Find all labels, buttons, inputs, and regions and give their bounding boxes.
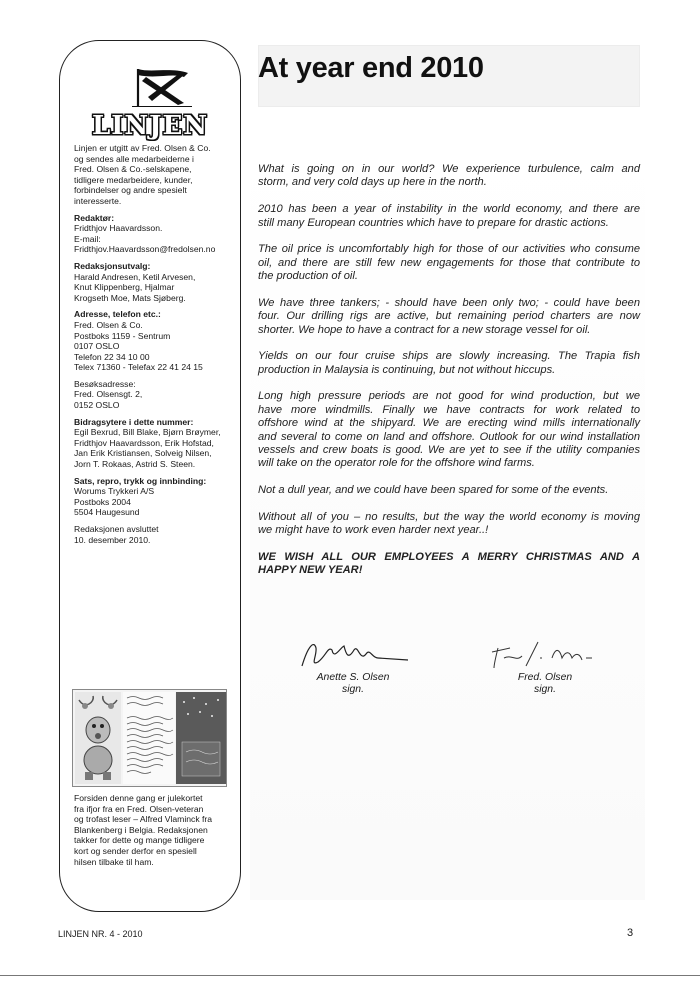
contributors-block xyxy=(74,417,234,470)
editor-email: Fridthjov.Haavardsson@fredolsen.no xyxy=(74,244,216,255)
paragraph-line: offshore wind at the shipyard. We are erecting wind mills internationally xyxy=(258,417,640,430)
paragraph-line: the production of oil. xyxy=(258,270,358,283)
editor-line: Fridthjov Haavardsson. xyxy=(74,223,163,234)
editor-heading: Redaktør: xyxy=(74,212,115,223)
christmas-card-image xyxy=(72,689,227,787)
caption-line: fra ifjor fra en Fred. Olsen-veteran xyxy=(74,803,204,814)
handwritten-signature-icon xyxy=(298,636,410,672)
deadline-block xyxy=(74,524,234,545)
card-handwritten-note xyxy=(123,692,175,784)
contributors-heading: Bidragsytere i dette nummer: xyxy=(74,416,194,427)
paragraph xyxy=(258,163,640,190)
masthead-sidebar xyxy=(59,40,241,912)
address-heading: Adresse, telefon etc.: xyxy=(74,309,161,320)
signatory-name: Fred. Olsen xyxy=(517,672,573,683)
editor-line: E-mail: xyxy=(74,233,101,244)
closing-greeting xyxy=(258,551,640,578)
address-line: Postboks 1159 - Sentrum xyxy=(74,330,171,341)
caption-line: kort og sender derfor en spesiell xyxy=(74,845,197,856)
paragraph xyxy=(258,243,640,283)
paragraph xyxy=(258,350,640,377)
editor-block xyxy=(74,213,234,255)
caption-line: og trofast leser – Alfred Vlaminck fra xyxy=(74,814,213,825)
contributors-line: Fridthjov Haavardsson, Erik Hofstad, xyxy=(74,437,214,448)
paragraph-line: four. Our drilling rigs are active, but remaining period charters are now xyxy=(258,310,640,323)
flag-logo-icon xyxy=(132,65,192,107)
cover-caption xyxy=(74,793,234,867)
article-title: At year end 2010 xyxy=(258,52,484,84)
committee-line: Knut Klippenberg, Hjalmar xyxy=(74,282,175,293)
reindeer-icon xyxy=(75,692,121,784)
caption-line: Blankenberg i Belgia. Redaksjonen xyxy=(74,824,208,835)
visit-line: 0152 OSLO xyxy=(74,400,120,411)
address-block xyxy=(74,309,234,373)
paragraph-line: Yields on our four cruise ships are slowly increasing. The Trapia fish xyxy=(258,350,640,363)
paragraph-line: We have three tankers; - should have been only two; - could have been xyxy=(258,296,640,309)
visit-line: Besøksadresse: xyxy=(74,378,136,389)
intro-line: Linjen er utgitt av Fred. Olsen & Co. xyxy=(74,143,211,153)
linjen-logo xyxy=(74,65,226,145)
signature-anette-olsen xyxy=(298,636,408,696)
visit-line: Fred. Olsensgt. 2, xyxy=(74,389,143,400)
logo-wordmark: LINJEN xyxy=(91,111,209,141)
paragraph xyxy=(258,203,640,230)
closing-line: WE WISH ALL OUR EMPLOYEES A MERRY CHRISTMAS AND A xyxy=(258,550,640,563)
paragraph-line: we might have to work even harder next year..! xyxy=(258,524,489,537)
signatory-name: Anette S. Olsen xyxy=(316,672,390,683)
paragraph xyxy=(258,297,640,337)
paragraph-line: production in Malaysia is continuing, but not without hiccups. xyxy=(258,363,556,376)
page-number: 3 xyxy=(627,927,634,939)
printer-line: 5504 Haugesund xyxy=(74,507,140,518)
caption-line: takker for dette og mange tidligere xyxy=(74,835,205,846)
paragraph-line: have more windmills. Finally we have contracts for work related to xyxy=(258,403,640,416)
paragraph-line: storm, and very cold days up here in the north. xyxy=(258,176,487,189)
paragraph-line: Without all of you – no results, but the way the world economy is moving xyxy=(258,510,640,523)
page-bottom-rule xyxy=(0,975,700,976)
address-line: 0107 OSLO xyxy=(74,341,120,352)
paragraph-line: 2010 has been a year of instability in the world economy, and there are xyxy=(258,203,640,216)
card-reindeer-panel xyxy=(75,692,121,784)
printer-heading: Sats, repro, trykk og innbinding: xyxy=(74,475,207,486)
paragraph-line: Not a dull year, and we could have been spared for some of the events. xyxy=(258,484,609,497)
handwritten-signature-icon xyxy=(486,636,604,672)
closing-line: HAPPY NEW YEAR! xyxy=(258,564,363,577)
paragraph xyxy=(258,511,640,538)
signatory-role: sign. xyxy=(342,684,364,695)
paragraph-line: oil, and there are still few new engagements for those that contribute to xyxy=(258,256,640,269)
deadline-line: Redaksjonen avsluttet xyxy=(74,524,159,534)
address-line: Telefon 22 34 10 00 xyxy=(74,351,150,362)
paragraph xyxy=(258,484,640,497)
signature-fred-olsen xyxy=(486,636,604,696)
committee-line: Harald Andresen, Ketil Arvesen, xyxy=(74,271,196,282)
intro-block xyxy=(74,143,234,207)
snowflakes-icon xyxy=(176,692,226,784)
intro-line: interesserte. xyxy=(74,195,122,206)
caption-line: Forsiden denne gang er julekortet xyxy=(74,793,203,803)
signatory-role: sign. xyxy=(534,684,556,695)
intro-line: forbindelser og andre spesielt xyxy=(74,185,187,196)
contributors-line: Jorn T. Rokaas, Astrid S. Steen. xyxy=(74,459,196,470)
printer-line: Postboks 2004 xyxy=(74,496,131,507)
address-line: Telex 71360 - Telefax 22 41 24 15 xyxy=(74,362,203,373)
contributors-line: Egil Bexrud, Bill Blake, Bjørn Brøymer, xyxy=(74,427,221,438)
printer-line: Worums Trykkeri A/S xyxy=(74,486,155,497)
address-line: Fred. Olsen & Co. xyxy=(74,319,143,330)
paragraph-line: still many European countries which have to prepare for drastic actions. xyxy=(258,216,609,229)
paragraph-line: What is going on in our world? We experience turbulence, calm and xyxy=(258,163,640,175)
committee-heading: Redaksjonsutvalg: xyxy=(74,260,151,271)
paragraph-line: and several to come on land and offshore. Outlook for our wind installation xyxy=(258,430,640,443)
deadline-line: 10. desember 2010. xyxy=(74,534,151,545)
paragraph xyxy=(258,390,640,470)
card-greeting-panel xyxy=(176,692,226,784)
article-body xyxy=(258,163,640,591)
intro-line: Fred. Olsen & Co.-selskapene, xyxy=(74,164,192,175)
caption-line: hilsen tilbake til ham. xyxy=(74,856,154,867)
printer-block xyxy=(74,476,234,518)
contributors-line: Jan Erik Kristiansen, Solveig Nilsen, xyxy=(74,448,212,459)
masthead-text xyxy=(74,143,234,551)
paragraph-line: Long high pressure periods are not good for wind production, but we xyxy=(258,390,640,403)
paragraph-line: The oil price is uncomfortably high for those of our activities who consume xyxy=(258,243,640,256)
intro-line: tidligere medarbeidere, kunder, xyxy=(74,174,193,185)
committee-block xyxy=(74,261,234,303)
visit-block xyxy=(74,379,234,411)
handwriting-scribble-icon xyxy=(123,692,175,784)
paragraph-line: will take on the operator role for the offshore wind farms. xyxy=(258,457,535,470)
issue-footer: LINJEN NR. 4 - 2010 xyxy=(58,929,143,939)
intro-line: og sendes alle medarbeiderne i xyxy=(74,153,194,164)
paragraph-line: vessels and crew boats is good. We are yet to see if the utility companies xyxy=(258,443,640,456)
paragraph-line: shorter. We hope to have a contract for a new storage vessel for oil. xyxy=(258,323,591,336)
committee-line: Krogseth Moe, Mats Sjøberg. xyxy=(74,292,186,303)
